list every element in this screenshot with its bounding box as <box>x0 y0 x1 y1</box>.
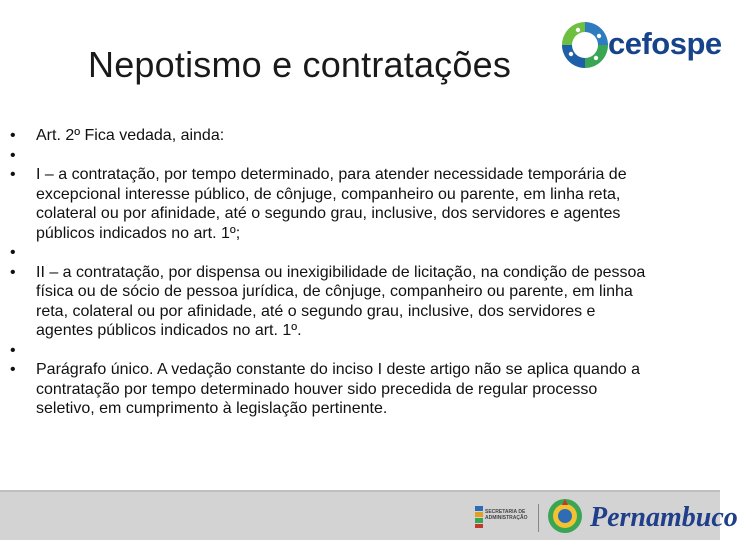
bullet-text: I – a contratação, por tempo determinado, para atender necessidade temporária de excepcional interesse público, de cônjuge, companheiro ou parente, em linha reta, colateral ou por afinidade, até o segundo grau, inclusive, dos servidores e agentes públicos indicados no art. 1º; <box>36 166 627 242</box>
bullet-text: Art. 2º Fica vedada, ainda: <box>36 127 225 144</box>
list-item <box>8 263 648 341</box>
secretaria-text: SECRETARIA DE ADMINISTRAÇÃO <box>485 509 528 521</box>
bullet-text: II – a contratação, por dispensa ou inexigibilidade de licitação, na condição de pessoa física ou de sócio de pessoa jurídica, de cônjuge, companheiro ou parente, em linha reta, colateral ou por afinidade, até o segundo grau, inclusive, dos servidores e agentes públicos indicados no art. 1º. <box>36 263 646 339</box>
bullet-marker: • <box>10 361 16 378</box>
list-item <box>8 243 648 263</box>
cefospe-emblem-icon <box>556 16 614 74</box>
footer-logo-divider <box>538 504 539 532</box>
footer-bar <box>0 490 738 540</box>
bullet-marker: • <box>10 146 16 164</box>
cefospe-wordmark: cefospe <box>608 26 722 61</box>
list-item <box>8 341 648 361</box>
list-item <box>8 360 648 419</box>
bullet-marker: • <box>10 127 16 144</box>
slide-title: Nepotismo e contratações <box>88 44 512 85</box>
bullet-marker: • <box>10 341 16 359</box>
bullet-marker: • <box>10 244 16 261</box>
bullet-text: Parágrafo único. A vedação constante do inciso I deste artigo não se aplica quando a contratação por tempo determinado houver sido precedida de regular processo seletivo, em cumprimento à legislação pertinente. <box>36 361 640 417</box>
pernambuco-wordmark: Pernambuco <box>590 502 738 533</box>
footer-divider <box>0 490 720 492</box>
pernambuco-logo <box>588 496 738 538</box>
secretaria-logo <box>475 506 531 530</box>
pernambuco-crest-icon <box>545 496 585 536</box>
secretaria-emblem-icon <box>475 506 483 528</box>
cefospe-logo <box>556 16 722 74</box>
bullet-marker: • <box>10 263 16 281</box>
bullet-list <box>8 126 648 419</box>
list-item <box>8 146 648 166</box>
list-item <box>8 165 648 243</box>
list-item <box>8 126 648 146</box>
bullet-marker: • <box>10 166 16 183</box>
